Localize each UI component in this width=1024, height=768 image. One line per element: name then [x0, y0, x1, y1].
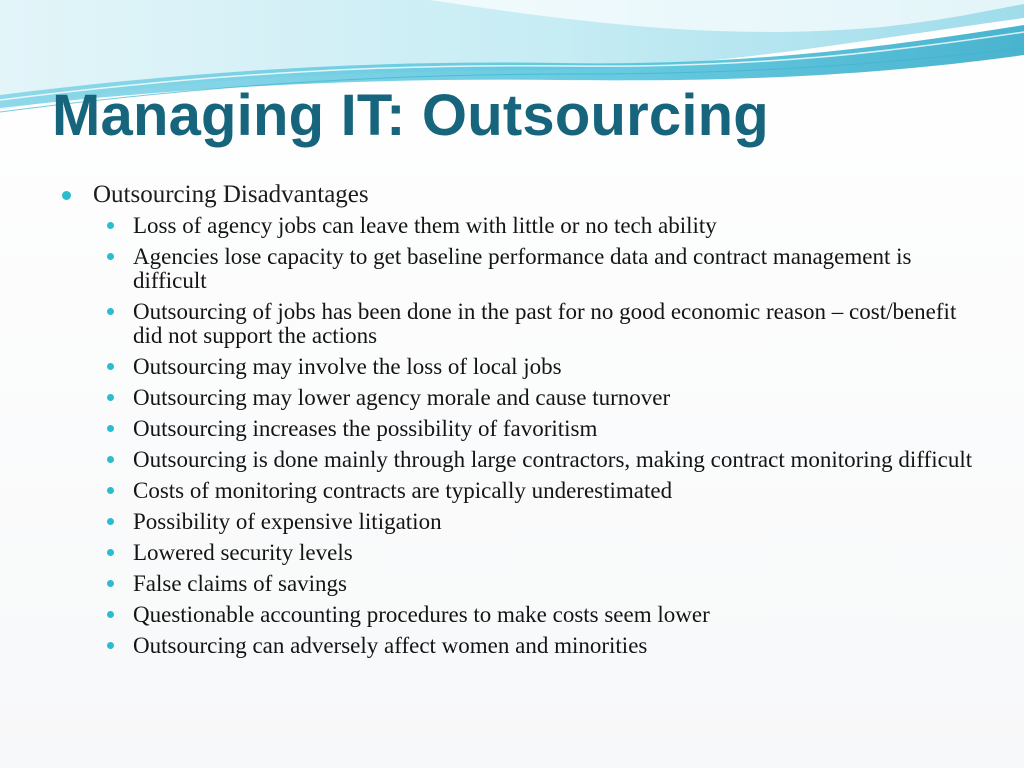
list-item: [133, 541, 980, 565]
list-item-text: Lowered security levels: [133, 540, 353, 565]
bullet-dot-icon: [107, 611, 114, 618]
list-item: [133, 603, 980, 627]
list-item-text: False claims of savings: [133, 571, 347, 596]
bullet-dot-icon: [107, 308, 114, 315]
list-item: [133, 634, 980, 658]
bullet-dot-icon: [107, 518, 114, 525]
list-item: [133, 386, 980, 410]
bullet-dot-icon: [107, 394, 114, 401]
bullet-dot-icon: [107, 549, 114, 556]
bullet-dot-icon: [107, 425, 114, 432]
bullet-heading: [60, 180, 980, 210]
bullet-dot-icon: [107, 363, 114, 370]
list-item-text: Possibility of expensive litigation: [133, 509, 442, 534]
bullet-dot-icon: [62, 191, 71, 200]
list-item: [133, 417, 980, 441]
list-item: [133, 245, 980, 293]
bullet-heading-text: Outsourcing Disadvantages: [93, 181, 369, 208]
list-item: [133, 355, 980, 379]
list-item-text: Questionable accounting procedures to make costs seem lower: [133, 602, 710, 627]
bullet-dot-icon: [107, 456, 114, 463]
list-item-text: Outsourcing is done mainly through large contractors, making contract monitoring difficult: [133, 447, 973, 472]
list-item-text: Loss of agency jobs can leave them with little or no tech ability: [133, 213, 717, 238]
list-item-text: Outsourcing can adversely affect women and minorities: [133, 633, 648, 658]
list-item: [133, 300, 980, 348]
list-item-text: Outsourcing may lower agency morale and cause turnover: [133, 385, 671, 410]
bullet-dot-icon: [107, 222, 114, 229]
bullet-dot-icon: [107, 253, 114, 260]
bullet-dot-icon: [107, 642, 114, 649]
list-item-text: Outsourcing may involve the loss of local jobs: [133, 354, 562, 379]
list-item-text: Agencies lose capacity to get baseline performance data and contract management is difficult: [133, 244, 912, 293]
list-item: [133, 479, 980, 503]
bullet-list: [60, 214, 980, 658]
list-item: [133, 572, 980, 596]
slide-content: [60, 180, 980, 665]
list-item-text: Costs of monitoring contracts are typically underestimated: [133, 478, 673, 503]
slide-title: Managing IT: Outsourcing: [52, 83, 769, 148]
bullet-dot-icon: [107, 580, 114, 587]
bullet-dot-icon: [107, 487, 114, 494]
list-item: [133, 214, 980, 238]
list-item: [133, 448, 980, 472]
list-item: [133, 510, 980, 534]
list-item-text: Outsourcing of jobs has been done in the past for no good economic reason – cost/benefit did not support the actions: [133, 299, 957, 348]
list-item-text: Outsourcing increases the possibility of favoritism: [133, 416, 598, 441]
